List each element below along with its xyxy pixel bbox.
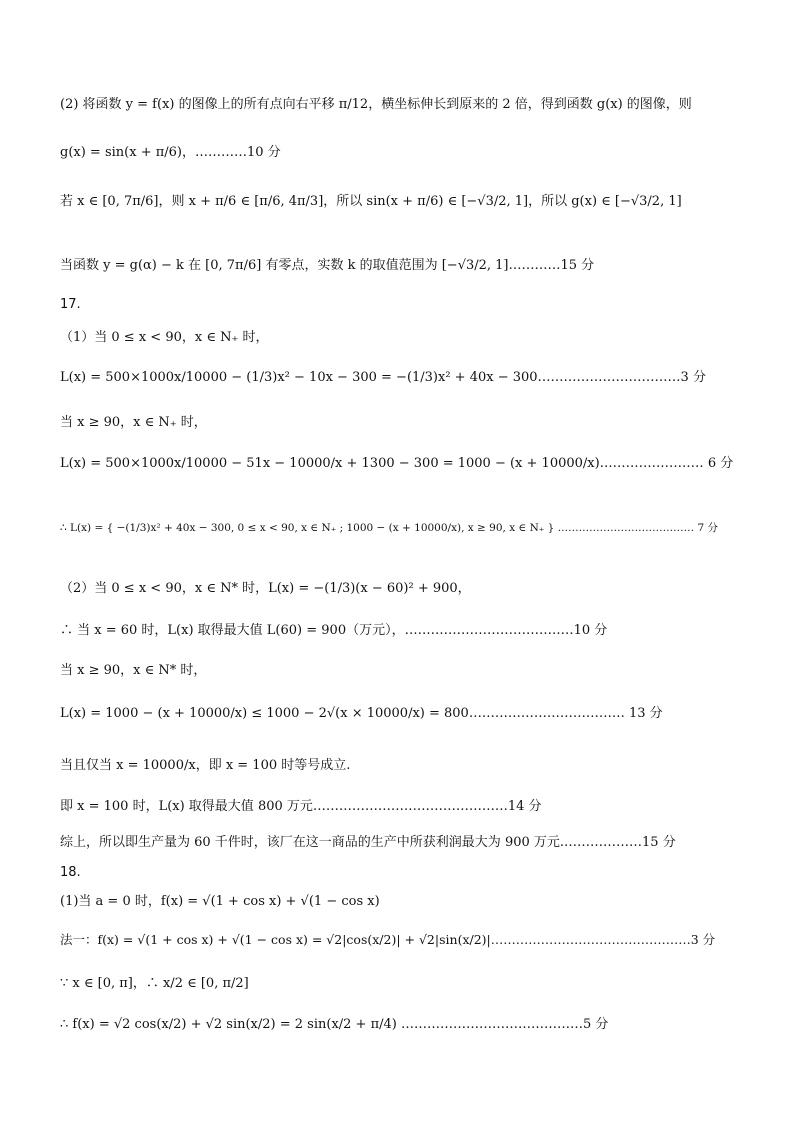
line-18-method1: 法一：f(x) = √(1 + cos x) + √(1 − cos x) = √2|cos(x/2)| + √2|sin(x/2)|…………………………………………3 分	[60, 932, 716, 947]
line-18-domain: ∵ x ∈ [0, π]，∴ x/2 ∈ [0, π/2]	[60, 976, 249, 991]
line-17-L-case1: L(x) = 500×1000x/10000 − (1/3)x² − 10x − 300 = −(1/3)x² + 40x − 300……………………………3 分	[60, 370, 706, 385]
line-17-equality-condition: 当且仅当 x = 10000/x，即 x = 100 时等号成立.	[60, 758, 351, 773]
problem-17-number: 17.	[60, 297, 81, 312]
line-17-case2-condition: 当 x ≥ 90，x ∈ N₊ 时，	[60, 415, 207, 430]
line-range-derivation: 若 x ∈ [0, 7π/6]，则 x + π/6 ∈ [π/6, 4π/3]，所以 sin(x + π/6) ∈ [−√3/2, 1]，所以 g(x) ∈ [−√3/2, 1]	[60, 194, 682, 209]
line-18-a-zero: (1)当 a = 0 时，f(x) = √(1 + cos x) + √(1 − cos x)	[60, 894, 380, 909]
line-g-expression: g(x) = sin(x + π/6)，…………10 分	[60, 145, 281, 160]
line-18-simplified: ∴ f(x) = √2 cos(x/2) + √2 sin(x/2) = 2 sin(x/2 + π/4) ……………………………………5 分	[60, 1017, 609, 1032]
line-part2-transform: (2) 将函数 y = f(x) 的图像上的所有点向右平移 π/12，横坐标伸长到原来的 2 倍，得到函数 g(x) 的图像，则	[60, 97, 692, 112]
line-17-max-800: 即 x = 100 时，L(x) 取得最大值 800 万元………………………………………14 分	[60, 799, 542, 814]
problem-18-number: 18.	[60, 865, 81, 880]
line-17-piecewise: ∴ L(x) = { −(1/3)x² + 40x − 300, 0 ≤ x < 90, x ∈ N₊ ; 1000 − (x + 10000/x), x ≥ 90, x ∈ N₊ } ………………………………… 7 分	[60, 522, 719, 534]
line-17-summary: 综上，所以即生产量为 60 千件时，该厂在这一商品的生产中所获利润最大为 900 万元.………………15 分	[60, 835, 676, 850]
line-17-part2-case2: 当 x ≥ 90，x ∈ N* 时，	[60, 663, 207, 678]
line-17-case1-condition: （1）当 0 ≤ x < 90，x ∈ N₊ 时，	[60, 330, 269, 345]
line-17-max-900: ∴ 当 x = 60 时，L(x) 取得最大值 L(60) = 900（万元），…………………………………10 分	[60, 623, 608, 638]
line-k-range-conclusion: 当函数 y = g(α) − k 在 [0, 7π/6] 有零点，实数 k 的取值范围为 [−√3/2, 1]…………15 分	[60, 258, 595, 273]
line-17-inequality: L(x) = 1000 − (x + 10000/x) ≤ 1000 − 2√(x × 10000/x) = 800……………………………… 13 分	[60, 706, 663, 721]
line-17-part2-case1: （2）当 0 ≤ x < 90，x ∈ N* 时，L(x) = −(1/3)(x − 60)² + 900，	[60, 581, 471, 596]
line-17-L-case2: L(x) = 500×1000x/10000 − 51x − 10000/x + 1300 − 300 = 1000 − (x + 10000/x)…………………… 6 分	[60, 456, 734, 471]
